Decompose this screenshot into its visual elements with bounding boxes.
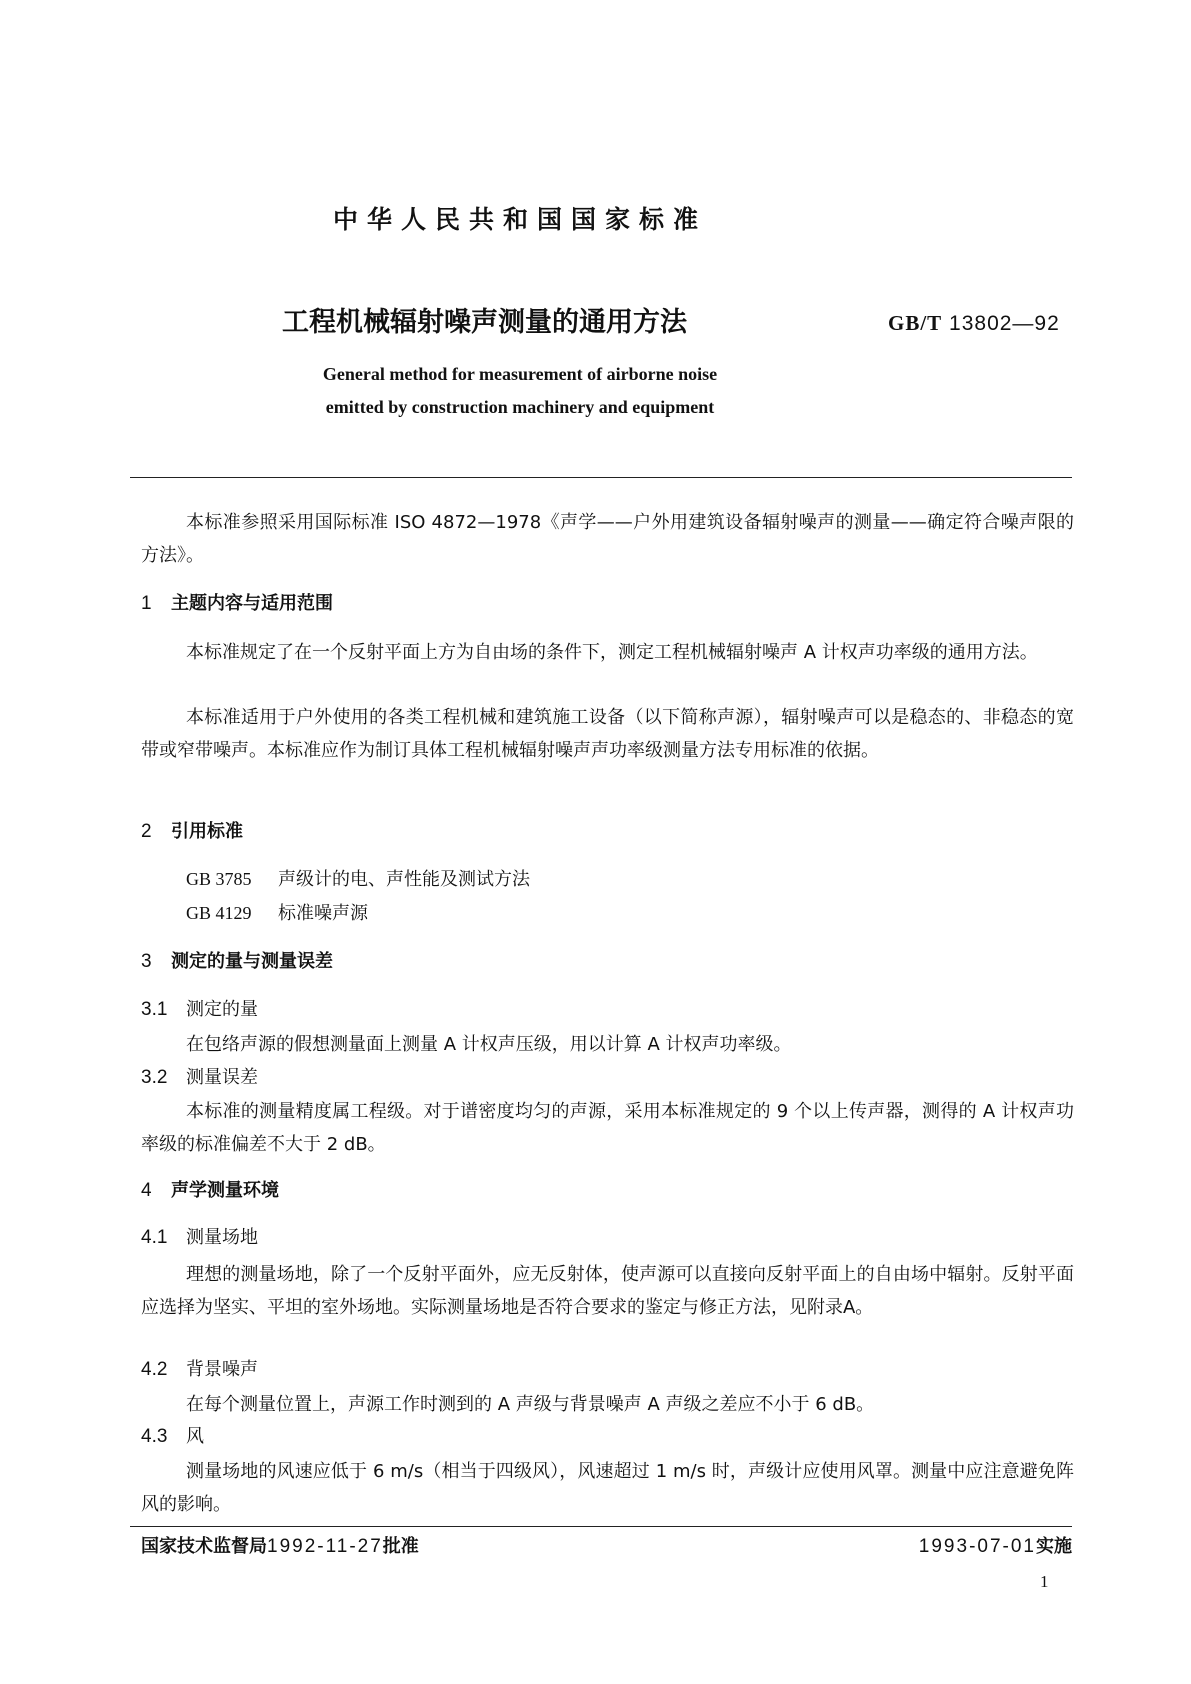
section-3-heading (141, 946, 333, 978)
approval-label: 批准 (382, 1536, 419, 1557)
effective-label: 实施 (1036, 1536, 1072, 1557)
header-divider (130, 477, 1072, 478)
subsection-number: 3.2 (141, 1067, 168, 1088)
subsection-title: 测量场地 (186, 1227, 258, 1248)
section-number: 1 (141, 593, 152, 614)
effective-line (919, 1532, 1072, 1558)
subsection-4-1-heading (141, 1222, 258, 1254)
document-title-en-2: emitted by construction machinery and equipment (325, 397, 715, 417)
subsection-number: 4.2 (141, 1359, 168, 1380)
section-number: 4 (141, 1180, 152, 1201)
section-number: 3 (141, 951, 152, 972)
subsection-4-2-heading (141, 1354, 258, 1386)
document-title-en-1: General method for measurement of airborne noise (322, 364, 718, 384)
subsection-3-2-heading (141, 1062, 258, 1094)
section-title: 声学测量环境 (171, 1180, 279, 1201)
subsection-3-2-text: 本标准的测量精度属工程级。对于谱密度均匀的声源，采用本标准规定的 9 个以上传声器，测得的 A 计权声功率级的标准偏差不大于 2 dB。 (141, 1101, 1074, 1155)
approval-line (141, 1532, 419, 1558)
subsection-4-2-text: 在每个测量位置上，声源工作时测到的 A 声级与背景噪声 A 声级之差应不小于 6 dB。 (186, 1394, 875, 1415)
subsection-title: 测定的量 (186, 999, 258, 1020)
intro-paragraph: 本标准参照采用国际标准 ISO 4872—1978《声学——户外用建筑设备辐射噪声的测量——确定符合噪声限的方法》。 (141, 512, 1074, 566)
subsection-title: 测量误差 (186, 1067, 258, 1088)
section-title: 测定的量与测量误差 (171, 951, 333, 972)
subsection-title: 风 (186, 1426, 204, 1447)
subsection-title: 背景噪声 (186, 1359, 258, 1380)
approval-date: 1992-11-27 (267, 1536, 383, 1557)
effective-date: 1993-07-01 (918, 1536, 1036, 1557)
reference-title: 声级计的电、声性能及测试方法 (278, 869, 530, 890)
section-number: 2 (141, 821, 152, 842)
reference-code: GB 3785 (186, 869, 252, 889)
code-prefix: GB/T (888, 311, 943, 335)
page-number: 1 (1040, 1572, 1049, 1591)
subsection-number: 3.1 (141, 999, 168, 1020)
section-1-paragraph-1: 本标准规定了在一个反射平面上方为自由场的条件下，测定工程机械辐射噪声 A 计权声功率级的通用方法。 (186, 642, 1038, 663)
subsection-3-1-heading (141, 994, 258, 1026)
subsection-4-1-text: 理想的测量场地，除了一个反射平面外，应无反射体，使声源可以直接向反射平面上的自由场中辐射。反射平面应选择为坚实、平坦的室外场地。实际测量场地是否符合要求的鉴定与修正方法，见附录A。 (141, 1264, 1074, 1318)
document-title-cn: 工程机械辐射噪声测量的通用方法 (282, 307, 687, 338)
reference-item (186, 863, 530, 896)
section-1-heading (141, 588, 333, 620)
section-title: 引用标准 (171, 821, 243, 842)
code-number: 13802—92 (949, 312, 1060, 335)
subsection-number: 4.3 (141, 1426, 168, 1447)
reference-code: GB 4129 (186, 903, 252, 923)
section-4-heading (141, 1175, 279, 1207)
section-title: 主题内容与适用范围 (171, 593, 333, 614)
reference-item (186, 897, 368, 930)
reference-title: 标准噪声源 (278, 903, 368, 924)
section-1-paragraph-2: 本标准适用于户外使用的各类工程机械和建筑施工设备（以下简称声源），辐射噪声可以是稳态的、非稳态的宽带或窄带噪声。本标准应作为制订具体工程机械辐射噪声声功率级测量方法专用标准的依据。 (141, 707, 1074, 761)
approving-authority: 国家技术监督局 (141, 1536, 267, 1557)
subsection-4-3-heading (141, 1421, 204, 1453)
footer-divider (130, 1526, 1072, 1527)
national-standard-heading: 中华人民共和国国家标准 (332, 205, 707, 234)
section-2-heading (141, 816, 243, 848)
subsection-number: 4.1 (141, 1227, 168, 1248)
standard-code (888, 311, 1060, 336)
subsection-3-1-text: 在包络声源的假想测量面上测量 A 计权声压级，用以计算 A 计权声功率级。 (186, 1034, 792, 1055)
subsection-4-3-text: 测量场地的风速应低于 6 m/s（相当于四级风），风速超过 1 m/s 时，声级计应使用风罩。测量中应注意避免阵风的影响。 (141, 1461, 1074, 1515)
